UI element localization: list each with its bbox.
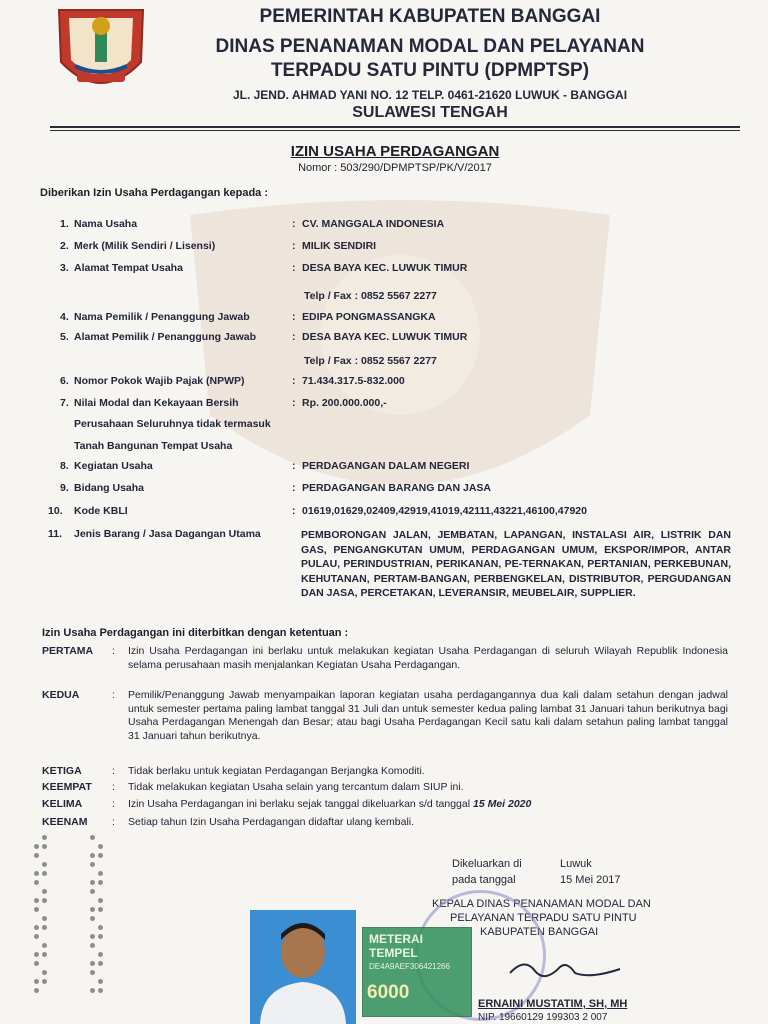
- punch-hole: [98, 925, 103, 930]
- document-number: Nomor : 503/290/DPMPTSP/PK/V/2017: [298, 162, 492, 174]
- banggai-crest-icon: [55, 4, 147, 100]
- punch-hole: [90, 862, 95, 867]
- header-agency: DINAS PENANAMAN MODAL DAN PELAYANAN: [215, 36, 645, 57]
- punch-hole: [98, 934, 103, 939]
- punch-hole: [42, 925, 47, 930]
- item-number: 1.: [60, 218, 69, 230]
- condition-text: [128, 798, 728, 812]
- condition-text: Pemilik/Penanggung Jawab menyampaikan laporan kegiatan usaha perdagangannya dua kali dalam setahun dengan jadwal untuk semester pertama paling lambat tanggal 31 Juli dan untuk semester kedua paling lambat 31 Januari tahun berikutnya bagi Usaha Perdagangan Menengah dan Besar; atau bagi Usaha Perdagangan Kecil satu kali dalam setahun paling lambat tanggal 31 Januari tahun berikutnya.: [128, 689, 728, 742]
- punch-hole: [34, 871, 39, 876]
- item-number: 10.: [48, 505, 63, 517]
- official-nip: NIP. 19660129 199303 2 007: [478, 1012, 608, 1023]
- punch-hole: [42, 952, 47, 957]
- conditions-heading: Izin Usaha Perdagangan ini diterbitkan dengan ketentuan :: [42, 627, 349, 639]
- item-label: Nomor Pokok Wajib Pajak (NPWP): [74, 375, 245, 387]
- issued-at-value: Luwuk: [560, 858, 592, 870]
- condition-key: PERTAMA: [42, 645, 94, 657]
- punch-hole: [98, 961, 103, 966]
- punch-hole: [42, 862, 47, 867]
- issued-date-value: 15 Mei 2017: [560, 874, 621, 886]
- item-label: Kegiatan Usaha: [74, 460, 153, 472]
- official-title-line3: KABUPATEN BANGGAI: [480, 926, 599, 938]
- official-name: ERNAINI MUSTATIM, SH, MH: [478, 998, 628, 1010]
- header-province: SULAWESI TENGAH: [352, 104, 508, 121]
- condition-text-main: Izin Usaha Perdagangan ini berlaku sejak tanggal dikeluarkan s/d tanggal: [128, 798, 471, 810]
- item-label: Nama Usaha: [74, 218, 138, 230]
- condition-key: KEEMPAT: [42, 781, 92, 793]
- header-address: JL. JEND. AHMAD YANI NO. 12 TELP. 0461-21620 LUWUK - BANGGAI: [232, 88, 628, 102]
- item-telp: Telp / Fax : 0852 5567 2277: [304, 355, 437, 367]
- owner-photo: [250, 910, 356, 1024]
- condition-key: KELIMA: [42, 798, 83, 810]
- punch-hole: [34, 979, 39, 984]
- punch-hole: [90, 853, 95, 858]
- expiry-date: 15 Mei 2020: [472, 798, 532, 810]
- punch-hole: [90, 970, 95, 975]
- item-label: Bidang Usaha: [74, 482, 145, 494]
- condition-key: KETIGA: [42, 765, 82, 777]
- punch-hole: [90, 934, 95, 939]
- condition-text: Izin Usaha Perdagangan ini berlaku untuk melakukan kegiatan Usaha Perdagangan di seluruh Wilayah Republik Indonesia selama perusahaan masih menjalankan Kegiatan Usaha Perdagangan.: [128, 645, 728, 671]
- item-value: DESA BAYA KEC. LUWUK TIMUR: [302, 331, 468, 343]
- item-number: 6.: [60, 375, 69, 387]
- item-number: 5.: [60, 331, 69, 343]
- condition-key: KEDUA: [42, 689, 80, 701]
- punch-hole: [90, 907, 95, 912]
- item-label: Alamat Pemilik / Penanggung Jawab: [74, 331, 257, 343]
- punch-hole: [98, 898, 103, 903]
- item-value-jenis: PEMBORONGAN JALAN, JEMBATAN, LAPANGAN, INSTALASI AIR, LISTRIK DAN GAS, PENGANGKUTAN UMUM, PERDAGANGAN UMUM, EKSPOR/IMPOR, ANTAR PULAU, PERINDUSTRIAN, PERIKANAN, PE-TERNAKAN, PERTANIAN, PERKEBUNAN, KEHUTANAN, PERTAM-BANGAN, PERBENGKELAN, DISTRIBUTOR, PERGUDANGAN DAN JASA, PERCETAKAN, LEVERANSIR, MEUBELAIR, SUPPLIER.: [301, 529, 731, 600]
- punch-hole: [42, 844, 47, 849]
- meterai-title: METERAI TEMPEL: [369, 932, 423, 960]
- punch-hole: [34, 853, 39, 858]
- item-value: 71.434.317.5-832.000: [302, 375, 405, 387]
- punch-hole: [90, 889, 95, 894]
- punch-hole: [34, 925, 39, 930]
- item-label: Jenis Barang / Jasa Dagangan Utama: [74, 528, 261, 540]
- item-value: CV. MANGGALA INDONESIA: [302, 218, 445, 230]
- punch-hole: [98, 907, 103, 912]
- punch-hole: [98, 979, 103, 984]
- item-value: 01619,01629,02409,42919,41019,42111,43221,46100,47920: [302, 505, 587, 517]
- punch-hole: [42, 835, 47, 840]
- item-number: 9.: [60, 482, 69, 494]
- punch-hole: [34, 934, 39, 939]
- item-label: Nilai Modal dan Kekayaan Bersih: [74, 397, 239, 409]
- signature-scribble-icon: [505, 955, 625, 985]
- punch-hole: [90, 988, 95, 993]
- punch-hole: [34, 988, 39, 993]
- official-title-line1: KEPALA DINAS PENANAMAN MODAL DAN: [432, 898, 651, 910]
- punch-hole: [98, 844, 103, 849]
- meterai-value: 6000: [367, 982, 410, 1003]
- punch-hole: [34, 898, 39, 903]
- punch-hole: [34, 880, 39, 885]
- issued-at-label: Dikeluarkan di: [452, 858, 522, 870]
- punch-hole: [34, 907, 39, 912]
- punch-hole: [42, 943, 47, 948]
- revenue-stamp: [362, 927, 472, 1017]
- item-label: Kode KBLI: [74, 505, 128, 517]
- item-label-continued: Tanah Bangunan Tempat Usaha: [74, 440, 233, 452]
- item-number: 11.: [48, 528, 63, 540]
- document-page: PEMERINTAH KABUPATEN BANGGAI DINAS PENANAMAN MODAL DAN PELAYANAN TERPADU SATU PINTU (DPMPTSP) JL. JEND. AHMAD YANI NO. 12 TELP. 0461-21620 LUWUK - BANGGAI SULAWESI TENGAH IZIN USAHA PERDAGANGAN Nomor : 503/290/DPMPTSP/PK/V/2017 Diberikan Izin Usaha Perdagangan kepada : 1. Nama Usaha : CV. MANGGALA INDONESIA 2. Merk (Milik Sendiri / Lisensi) : MILIK SENDIRI 3. Alamat Tempat Usaha : DESA BAYA KEC. LUWUK TIMUR Telp / Fax : 0852 5567 2277 4. Nama Pemilik / Penanggung Jawab : EDIPA PONGMASSANGKA 5. Alamat Pemilik / Penanggung Jawab : DESA BAYA KEC. LUWUK TIMUR Telp / Fax : 0852 5567 2277 6. Nomor Pokok Wajib Pajak (NPWP) : 71.434.317.5-832.000 7. Nilai Modal dan Kekayaan Bersih : Rp. 200.000.000,- Perusahaan Seluruhnya tidak termasuk Tanah Bangunan Tempat Usaha 8. Kegiatan Usaha : PERDAGANGAN DALAM NEGERI 9. Bidang Usaha : PERDAGANGAN BARANG DAN JASA 10. Kode KBLI : 01619,01629,02409,42919,41019,42111,43221,46100,47920 11. Jenis Barang / Jasa Dagangan Utama PEMBORONGAN JALAN, JEMBATAN, LAPANGAN, INSTALASI AIR, LISTRIK DAN GAS, PENGANGKUTAN UMUM, PERDAGANGAN UMUM, EKSPOR/IMPOR, ANTAR PULAU, PERINDUSTRIAN, PERIKANAN, PE-TERNAKAN, PERTANIAN, PERKEBUNAN, KEHUTANAN, PERTAM-BANGAN, PERBENGKELAN, DISTRIBUTOR, PERGUDANGAN DAN JASA, PERCETAKAN, LEVERANSIR, MEUBELAIR, SUPPLIER. Izin Usaha Perdagangan ini diterbitkan dengan ketentuan : PERTAMA : Izin Usaha Perdagangan ini berlaku untuk melakukan kegiatan Usaha Perdagangan di seluruh Wilayah Republik Indonesia selama perusahaan masih menjalankan Kegiatan Usaha Perdagangan. KEDUA : Pemilik/Penanggung Jawab menyampaikan laporan kegiatan usaha perdagangannya dua kali dalam setahun dengan jadwal untuk semester pertama paling lambat tanggal 31 Juli dan untuk semester kedua paling lambat 31 Januari tahun berikutnya bagi Usaha Perdagangan Menengah dan Besar; atau bagi Usaha Perdagangan Kecil satu kali dalam setahun paling lambat tanggal 31 Januari tahun berikutnya. KETIGA : Tidak berlaku untuk kegiatan Perdagangan Berjangka Komoditi. KEEMPAT : Tidak melakukan kegiatan Usaha selain yang tercantum dalam SIUP ini. KELIMA : Izin Usaha Perdagangan ini berlaku sejak tanggal dikeluarkan s/d tanggal 15 Mei 2020 KEENAM : Setiap tahun Izin Usaha Perdagangan didaftar ulang kembali. Dikeluarkan di Luwuk pada tanggal 15 Mei 2017 KEPALA DINAS PENANAMAN MODAL DAN PELAYANAN TERPADU SATU PINTU KABUPATEN BANGGAI METERAI TEMPEL DE4A9AEF306421266 6000 ERNAINI MUSTATIM, SH, MH NIP. 19660129 199303 2 007: [0, 0, 768, 1024]
- punch-hole: [90, 880, 95, 885]
- punch-hole: [90, 961, 95, 966]
- official-title-line2: PELAYANAN TERPADU SATU PINTU: [450, 912, 637, 924]
- meterai-code: DE4A9AEF306421266: [369, 962, 450, 971]
- punch-hole: [42, 889, 47, 894]
- punch-hole: [98, 988, 103, 993]
- punch-hole: [98, 952, 103, 957]
- header-divider-thin: [50, 130, 740, 131]
- item-value: Rp. 200.000.000,-: [302, 397, 387, 409]
- item-number: 4.: [60, 311, 69, 323]
- punch-holes: [30, 835, 120, 1005]
- punch-hole: [90, 835, 95, 840]
- condition-key: KEENAM: [42, 816, 88, 828]
- item-number: 7.: [60, 397, 69, 409]
- document-title: IZIN USAHA PERDAGANGAN: [290, 143, 500, 160]
- condition-text: Tidak melakukan kegiatan Usaha selain yang tercantum dalam SIUP ini.: [128, 781, 464, 793]
- item-number: 3.: [60, 262, 69, 274]
- item-value: MILIK SENDIRI: [302, 240, 377, 252]
- punch-hole: [42, 916, 47, 921]
- document-intro: Diberikan Izin Usaha Perdagangan kepada :: [40, 187, 269, 199]
- punch-hole: [42, 970, 47, 975]
- condition-text: Setiap tahun Izin Usaha Perdagangan didaftar ulang kembali.: [128, 816, 415, 828]
- punch-hole: [98, 871, 103, 876]
- punch-hole: [42, 979, 47, 984]
- punch-hole: [34, 952, 39, 957]
- item-number: 8.: [60, 460, 69, 472]
- item-value: PERDAGANGAN DALAM NEGERI: [302, 460, 470, 472]
- punch-hole: [98, 880, 103, 885]
- item-telp: Telp / Fax : 0852 5567 2277: [304, 290, 437, 302]
- punch-hole: [34, 961, 39, 966]
- person-photo-icon: [250, 910, 356, 1024]
- item-value: DESA BAYA KEC. LUWUK TIMUR: [302, 262, 468, 274]
- item-value: EDIPA PONGMASSANGKA: [302, 311, 436, 323]
- header-divider: [50, 126, 740, 128]
- item-value: PERDAGANGAN BARANG DAN JASA: [302, 482, 492, 494]
- item-label: Nama Pemilik / Penanggung Jawab: [74, 311, 250, 323]
- punch-hole: [42, 898, 47, 903]
- punch-hole: [34, 844, 39, 849]
- header-government: PEMERINTAH KABUPATEN BANGGAI: [259, 6, 601, 27]
- issued-date-label: pada tanggal: [452, 874, 516, 886]
- punch-hole: [90, 916, 95, 921]
- item-number: 2.: [60, 240, 69, 252]
- item-label: Alamat Tempat Usaha: [74, 262, 183, 274]
- punch-hole: [90, 943, 95, 948]
- item-label-continued: Perusahaan Seluruhnya tidak termasuk: [74, 418, 271, 430]
- condition-text: Tidak berlaku untuk kegiatan Perdagangan Berjangka Komoditi.: [128, 765, 425, 777]
- punch-hole: [42, 871, 47, 876]
- item-label: Merk (Milik Sendiri / Lisensi): [74, 240, 216, 252]
- header-agency-abbr: TERPADU SATU PINTU (DPMPTSP): [270, 60, 590, 81]
- punch-hole: [98, 853, 103, 858]
